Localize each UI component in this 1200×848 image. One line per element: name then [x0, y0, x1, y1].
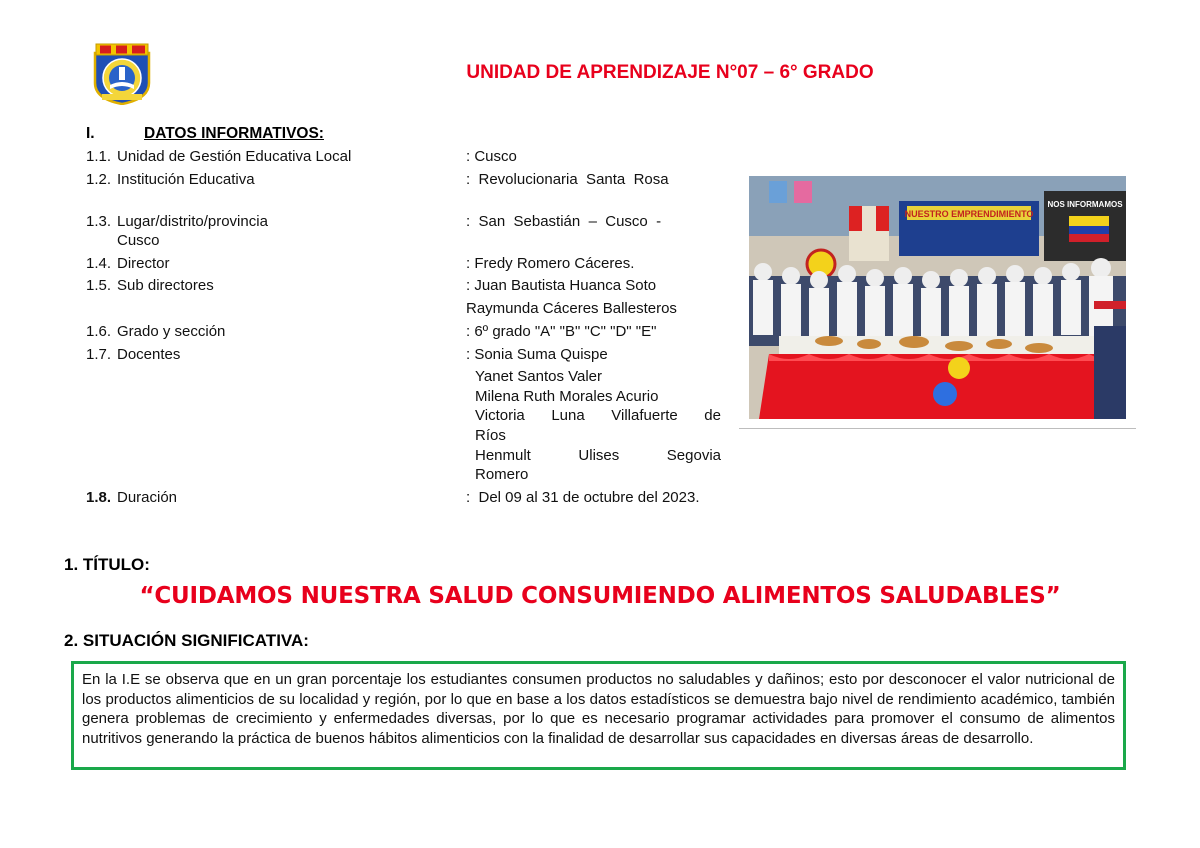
info-row-director	[86, 254, 170, 273]
row-number: 1.8.	[86, 489, 112, 506]
section-datos-heading	[86, 125, 324, 143]
row-label: Director	[117, 255, 170, 272]
row-number: 1.2.	[86, 171, 112, 188]
section-number: I.	[86, 125, 95, 142]
teacher-name-cont: Romero	[475, 466, 529, 483]
teacher-name: Yanet Santos Valer	[475, 368, 603, 385]
info-row-lugar	[86, 212, 268, 250]
unit-title: “CUIDAMOS NUESTRA SALUD CONSUMIENDO ALIMENTOS SALUDABLES”	[139, 583, 1061, 609]
section-label: DATOS INFORMATIVOS:	[144, 125, 324, 142]
teacher-name: Victoria Luna Villafuerte de	[475, 407, 721, 424]
row-label: Docentes	[117, 346, 181, 363]
info-value-ugel: : Cusco	[466, 148, 517, 165]
info-value-lugar: : San Sebastián – Cusco -	[466, 213, 662, 230]
row-label: Institución Educativa	[117, 171, 255, 188]
row-label: Sub directores	[117, 277, 214, 294]
info-value-subdirector-2: Raymunda Cáceres Ballesteros	[466, 300, 677, 317]
page-title: UNIDAD DE APRENDIZAJE N°07 – 6° GRADO	[466, 62, 874, 83]
row-label-cont: Cusco	[117, 232, 160, 249]
row-label: Duración	[117, 489, 178, 506]
situacion-text-box	[71, 661, 1126, 770]
info-value-institucion: : Revolucionaria Santa Rosa	[466, 171, 669, 188]
info-value-docente-1: : Sonia Suma Quispe	[466, 346, 608, 363]
info-value-duracion: : Del 09 al 31 de octubre del 2023.	[466, 489, 700, 506]
info-row-institucion	[86, 170, 255, 189]
info-value-grado: : 6º grado "A" "B" "C" "D" "E"	[466, 323, 657, 340]
row-label: Unidad de Gestión Educativa Local	[117, 148, 352, 165]
info-row-subdirectores	[86, 276, 214, 295]
teacher-name: Milena Ruth Morales Acurio	[475, 388, 659, 405]
photo-banner-text: NUESTRO EMPRENDIMIENTO	[904, 209, 1034, 219]
info-row-ugel	[86, 147, 351, 166]
teacher-name-cont: Ríos	[475, 427, 506, 444]
row-number: 1.7.	[86, 346, 112, 363]
photo-caption-rule	[739, 428, 1136, 429]
row-number: 1.5.	[86, 277, 112, 294]
section-titulo-heading: 1. TÍTULO:	[64, 555, 150, 574]
info-row-duracion	[86, 488, 177, 507]
info-value-director: : Fredy Romero Cáceres.	[466, 255, 635, 272]
info-row-grado	[86, 322, 225, 341]
row-number: 1.4.	[86, 255, 112, 272]
row-label: Lugar/distrito/provincia	[117, 213, 268, 230]
row-number: 1.1.	[86, 148, 112, 165]
photo-banner-right-text: NOS INFORMAMOS	[1047, 200, 1123, 209]
row-label: Grado y sección	[117, 323, 226, 340]
section-situacion-heading: 2. SITUACIÓN SIGNIFICATIVA:	[64, 631, 309, 650]
info-value-subdirector-1: : Juan Bautista Huanca Soto	[466, 277, 657, 294]
row-number: 1.3.	[86, 213, 112, 230]
classroom-photo	[749, 176, 1126, 419]
info-row-docentes	[86, 345, 180, 364]
situacion-text: En la I.E se observa que en un gran porcentaje los estudiantes consumen productos no saludables y dañinos; esto por desconocer el valor nutricional de los productos alimenticios de su localidad y región, por lo que en base a los datos estadísticos se demuestra bajo nivel de rendimiento académico, también genera problemas de crecimiento y enfermedades diversas, por lo que es necesario programar actividades para promover el consumo de alimentos nutritivos generando la práctica de buenos hábitos alimenticios con la finalidad de desarrollar sus capacidades en diversas áreas de desarrollo.	[82, 671, 1115, 747]
row-number: 1.6.	[86, 323, 112, 340]
teacher-name: Henmult Ulises Segovia	[475, 447, 721, 464]
